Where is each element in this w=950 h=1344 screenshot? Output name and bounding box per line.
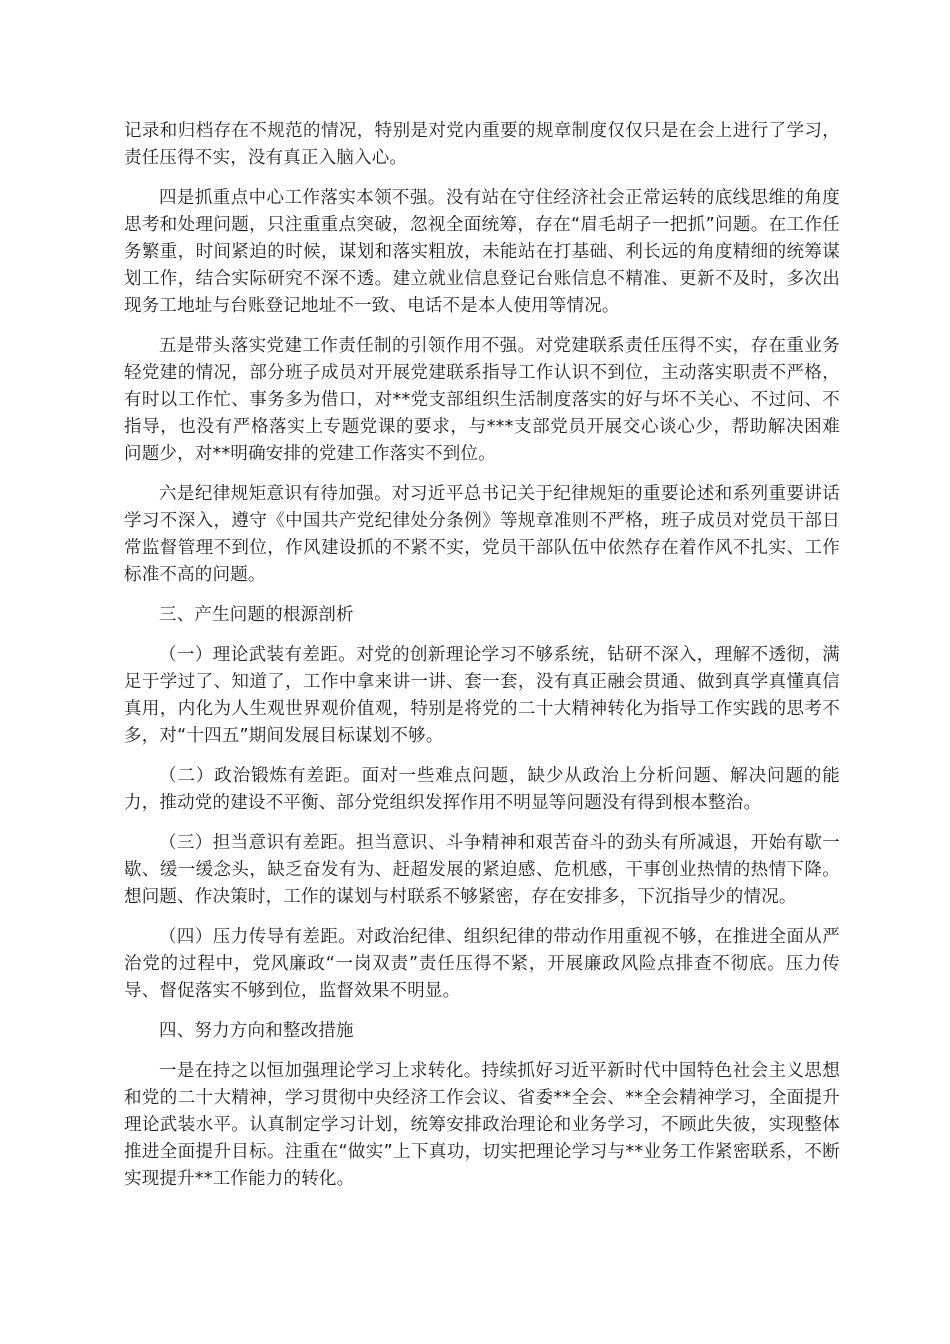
document-body <box>124 118 840 1206</box>
paragraph-cause-four: （四）压力传导有差距。对政治纪律、组织纪律的带动作用重视不够，在推进全面从严治党的过程中，党风廉政“一岗双责”责任压得不紧，开展廉政风险点排查不彻底。压力传导、督促落实不够到位，监督效果不明显。 <box>124 927 840 1001</box>
paragraph-point-five: 五是带头落实党建工作责任制的引领作用不强。对党建联系责任压得不实，存在重业务轻党建的情况，部分班子成员对开展党建联系指导工作认识不到位，主动落实职责不严格，有时以工作忙、事务多为借口，对**党支部组织生活制度落实的好与坏不关心、不过问、不指导，也没有严格落实上专题党课的要求，与***支部党员开展交心谈心少，帮助解决困难问题少，对**明确安排的党建工作落实不到位。 <box>124 336 840 464</box>
section-heading-measures: 四、努力方向和整改措施 <box>159 1021 354 1041</box>
paragraph-cause-two: （二）政治锻炼有差距。面对一些难点问题，缺少从政治上分析问题、解决问题的能力，推动党的建设不平衡、部分党组织发挥作用不明显等问题没有得到根本整治。 <box>124 766 840 813</box>
section-heading-root-causes: 三、产生问题的根源剖析 <box>159 605 354 625</box>
paragraph-continued-record-archive: 记录和归档存在不规范的情况，特别是对党内重要的规章制度仅仅只是在会上进行了学习，责任压得不实，没有真正入脑入心。 <box>124 121 840 168</box>
paragraph-cause-one: （一）理论武装有差距。对党的创新理论学习不够系统，钻研不深入，理解不透彻，满足于学过了、知道了，工作中拿来讲一讲、套一套，没有真正融会贯通、做到真学真懂真信真用，内化为人生观世界观价值观，特别是将党的二十大精神转化为指导工作实践的思考不多，对“十四五”期间发展目标谋划不够。 <box>124 645 840 746</box>
paragraph-cause-three: （三）担当意识有差距。担当意识、斗争精神和艰苦奋斗的劲头有所减退，开始有歇一歇、缓一缓念头，缺乏奋发有为、赶超发展的紧迫感、危机感，干事创业热情的热情下降。想问题、作决策时，工作的谋划与村联系不够紧密，存在安排多，下沉指导少的情况。 <box>124 833 840 907</box>
paragraph-point-six: 六是纪律规矩意识有待加强。对习近平总书记关于纪律规矩的重要论述和系列重要讲话学习不深入，遵守《中国共产党纪律处分条例》等规章准则不严格，班子成员对党员干部日常监督管理不到位，作风建设抓的不紧不实，党员干部队伍中依然存在着作风不扎实、工作标准不高的问题。 <box>124 484 840 585</box>
paragraph-point-four: 四是抓重点中心工作落实本领不强。没有站在守住经济社会正常运转的底线思维的角度思考和处理问题，只注重重点突破，忽视全面统筹，存在“眉毛胡子一把抓”问题。在工作任务繁重，时间紧迫的时候，谋划和落实粗放，未能站在打基础、利长远的角度精细的统筹谋划工作，结合实际研究不深不透。建立就业信息登记台账信息不精准、更新不及时，多次出现务工地址与台账登记地址不一致、电话不是本人使用等情况。 <box>124 188 840 316</box>
paragraph-measure-one: 一是在持之以恒加强理论学习上求转化。持续抓好习近平新时代中国特色社会主义思想和党的二十大精神，学习贯彻中央经济工作会议、省委**全会、**全会精神学习，全面提升理论武装水平。认真制定学习计划，统筹安排政治理论和业务学习，不顾此失彼，实现整体推进全面提升目标。注重在“做实”上下真功，切实把理论学习与**业务工作紧密联系，不断实现提升**工作能力的转化。 <box>124 1061 840 1189</box>
